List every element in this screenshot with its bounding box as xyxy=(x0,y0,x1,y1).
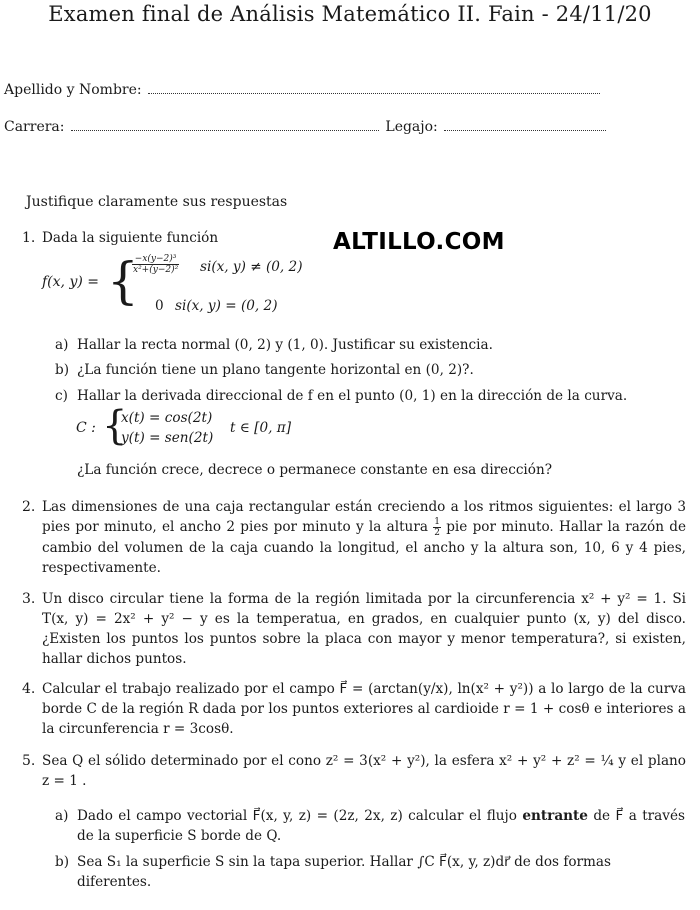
q5a-text xyxy=(77,806,685,846)
q5b-label: b) xyxy=(55,854,70,870)
q4-text: Calcular el trabajo realizado por el campo F⃗ = (arctan(y/x), ln(x² + y²)) a lo largo de la curva borde C de la región R dada por los puntos exteriores al cardioide r = 1 + cosθ e interiores a la circunferencia r = 3cosθ. xyxy=(42,681,686,737)
curve-brace: { xyxy=(102,403,128,449)
watermark-logo: ALTILLO.COM xyxy=(333,229,505,255)
function-lhs: f(x, y) = xyxy=(42,274,99,290)
q2-text-part2: pie por minuto. Hallar la razón de cambio del volumen de la caja cuando la longitud, el ancho y la altura son, 10, 6 y 4 pies, respectivamente. xyxy=(42,519,686,576)
q1c-question: ¿La función crece, decrece o permanece constante en esa dirección? xyxy=(77,462,553,478)
q2-number: 2. xyxy=(22,499,36,515)
curve-lhs: C : xyxy=(76,420,96,436)
q1-curve-definition xyxy=(76,403,336,452)
name-field xyxy=(4,82,602,98)
q2-text xyxy=(42,497,686,578)
case1-denominator: x²+(y−2)² xyxy=(133,265,179,275)
q3-number: 3. xyxy=(22,591,36,607)
q2-text-part1: Las dimensiones de una caja rectangular están creciendo a los ritmos siguientes: el largo 3 pies por minuto, el ancho 2 pies por minuto y la altura xyxy=(42,499,686,535)
name-label: Apellido y Nombre: xyxy=(4,82,142,98)
instructions: Justifique claramente sus respuestas xyxy=(26,194,288,210)
career-field xyxy=(4,119,608,135)
q5a-label: a) xyxy=(55,808,69,824)
q5a-bold-word: entrante xyxy=(522,808,588,824)
q2-half-num: 1 xyxy=(434,517,440,527)
function-brace: { xyxy=(107,252,139,310)
q1a-label: a) xyxy=(55,337,69,353)
q5-text: Sea Q el sólido determinado por el cono z² = 3(x² + y²), la esfera x² + y² + z² = ¼ y el plano z = 1 . xyxy=(42,753,686,789)
case2-condition: si(x, y) = (0, 2) xyxy=(175,298,278,314)
q1-piecewise-function xyxy=(42,254,342,318)
legajo-blank xyxy=(444,129,606,131)
q5-number: 5. xyxy=(22,753,36,769)
curve-x: x(t) = cos(2t) xyxy=(121,410,213,426)
q1b-text: ¿La función tiene un plano tangente horizontal en (0, 2)?. xyxy=(77,362,474,378)
q5b-text: Sea S₁ la superficie S sin la tapa superior. Hallar ∫C F⃗(x, y, z)dr⃗ de dos formas diferentes. xyxy=(77,854,612,890)
q1c-label: c) xyxy=(55,388,68,404)
q4-number: 4. xyxy=(22,681,36,697)
legajo-label: Legajo: xyxy=(385,119,438,135)
q5a-text-part2: de F⃗ a través de la superficie S borde de Q. xyxy=(77,808,685,844)
curve-parameter: t ∈ [0, π] xyxy=(230,420,291,436)
q1-intro: Dada la siguiente función xyxy=(42,230,219,246)
q1-number: 1. xyxy=(22,230,36,246)
name-blank xyxy=(148,92,600,94)
q1a-text: Hallar la recta normal (0, 2) y (1, 0). Justificar su existencia. xyxy=(77,337,493,353)
q2-half-den: 2 xyxy=(434,528,440,538)
q1c-text: Hallar la derivada direccional de f en el punto (0, 1) en la dirección de la curva. xyxy=(77,388,628,404)
case2-value: 0 xyxy=(155,298,164,314)
career-blank xyxy=(71,129,379,131)
case1-fraction xyxy=(132,254,179,275)
q3-text: Un disco circular tiene la forma de la región limitada por la circunferencia x² + y² = 1. Si T(x, y) = 2x² + y² − y es la temperatua, en grados, en cualquier punto (x, y) del disco. ¿Existen los puntos los puntos sobre la placa con mayor y menor temperatura?, si existen, hallar dichos puntos. xyxy=(42,591,686,667)
q1b-label: b) xyxy=(55,362,70,378)
career-label: Carrera: xyxy=(4,119,65,135)
q5a-text-part1: Dado el campo vectorial F⃗(x, y, z) = (2z, 2x, z) calcular el flujo xyxy=(77,808,523,824)
case1-numerator: −x(y−2)³ xyxy=(132,254,179,265)
case1-condition: si(x, y) ≠ (0, 2) xyxy=(200,259,303,275)
exam-title: Examen final de Análisis Matemático II. Fain - 24/11/20 xyxy=(48,2,652,26)
curve-y: y(t) = sen(2t) xyxy=(121,430,214,446)
